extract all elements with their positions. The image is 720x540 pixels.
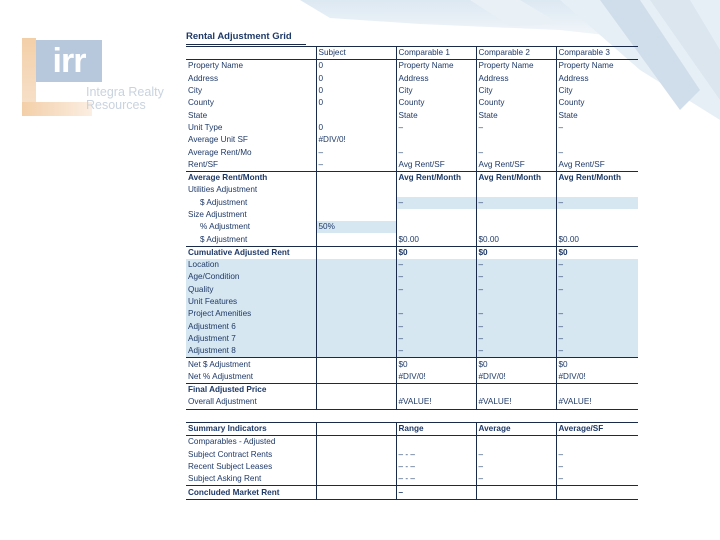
grid-cell: $0 — [556, 246, 638, 259]
adjustment-row — [186, 345, 638, 358]
grid-cell — [396, 436, 476, 449]
logo-name-line2: Resources — [86, 98, 146, 112]
grid-cell: – — [396, 271, 476, 283]
grid-cell: – — [396, 284, 476, 296]
grid-cell: City — [396, 85, 476, 97]
grid-cell: $0.00 — [396, 233, 476, 246]
grid-cell: Avg Rent/SF — [556, 159, 638, 172]
row-label: Cumulative Adjusted Rent — [186, 246, 316, 259]
summary-row — [186, 461, 638, 473]
adjustment-row — [186, 259, 638, 271]
grid-cell: – — [556, 345, 638, 358]
grid-cell: – — [396, 321, 476, 333]
row-label: State — [188, 110, 208, 120]
summary-row — [186, 473, 638, 486]
grid-cell: – — [476, 345, 556, 358]
grid-cell — [316, 422, 396, 435]
grid-cell — [316, 321, 396, 333]
row-label: Comparables - Adjusted — [188, 437, 276, 447]
grid-cell: Comparable 2 — [476, 47, 556, 60]
size-dollar-row — [186, 233, 638, 246]
row-label: Recent Subject Leases — [188, 461, 273, 471]
adjustment-row — [186, 271, 638, 283]
grid-cell — [316, 308, 396, 320]
grid-cell — [476, 296, 556, 308]
grid-cell — [316, 473, 396, 486]
grid-cell — [316, 396, 396, 409]
row-label: Unit Features — [186, 296, 316, 308]
grid-cell — [556, 384, 638, 397]
grid-cell: #VALUE! — [396, 396, 476, 409]
grid-cell — [476, 134, 556, 146]
grid-cell: – — [316, 159, 396, 172]
row-label: Average Rent/Mo — [188, 147, 252, 157]
row-label: Final Adjusted Price — [186, 384, 316, 397]
grid-cell: – — [556, 333, 638, 345]
grid-cell — [316, 171, 396, 184]
grid-cell: – — [476, 122, 556, 134]
adjustment-row — [186, 296, 638, 308]
avg-rent-row — [186, 171, 638, 184]
row-label: Subject Contract Rents — [188, 449, 273, 459]
grid-cell: – — [556, 308, 638, 320]
grid-cell: County — [396, 97, 476, 109]
row-label: Rent/SF — [188, 159, 219, 169]
grid-cell — [316, 436, 396, 449]
grid-cell — [556, 486, 638, 499]
grid-cell — [316, 271, 396, 283]
grid-cell: – - – — [396, 461, 476, 473]
grid-cell: – — [396, 259, 476, 271]
row-label: Adjustment 6 — [186, 321, 316, 333]
grid-cell: – — [476, 146, 556, 158]
grid-cell: – — [556, 271, 638, 283]
grid-cell — [476, 221, 556, 233]
grid-cell: 50% — [316, 221, 396, 233]
grid-cell: $0.00 — [556, 233, 638, 246]
grid-cell: – — [476, 197, 556, 209]
grid-cell — [396, 409, 476, 422]
logo-company-name — [86, 86, 176, 112]
net-row — [186, 358, 638, 371]
grid-cell: 0 — [316, 73, 396, 85]
grid-cell: State — [476, 109, 556, 121]
property-row — [186, 73, 638, 85]
row-label: City — [188, 86, 203, 96]
grid-cell: Address — [556, 73, 638, 85]
grid-cell: – — [316, 146, 396, 158]
grid-cell — [396, 134, 476, 146]
grid-cell: Avg Rent/SF — [476, 159, 556, 172]
grid-cell: – — [476, 321, 556, 333]
grid-cell: Property Name — [396, 60, 476, 73]
grid-cell — [316, 233, 396, 246]
grid-cell: – — [476, 449, 556, 461]
grid-cell: #DIV/0! — [476, 371, 556, 384]
grid-cell: – — [396, 146, 476, 158]
grid-cell — [476, 384, 556, 397]
concluded-row — [186, 486, 638, 499]
grid-cell — [316, 345, 396, 358]
row-label: Property Name — [188, 61, 244, 71]
grid-cell: – — [396, 308, 476, 320]
property-row — [186, 97, 638, 109]
grid-cell: County — [556, 97, 638, 109]
row-label: County — [188, 98, 214, 108]
grid-cell: – - – — [396, 449, 476, 461]
grid-cell — [316, 197, 396, 209]
row-label: Subject Asking Rent — [188, 474, 262, 484]
grid-cell — [556, 409, 638, 422]
grid-cell: #VALUE! — [556, 396, 638, 409]
grid-cell — [316, 461, 396, 473]
row-label: Net $ Adjustment — [186, 358, 316, 371]
utilities-dollar-row — [186, 197, 638, 209]
row-label: Address — [188, 73, 219, 83]
summary-row — [186, 436, 638, 449]
grid-cell: 0 — [316, 60, 396, 73]
grid-cell: Avg Rent/SF — [396, 159, 476, 172]
grid-cell: – — [556, 259, 638, 271]
grid-cell — [316, 209, 396, 221]
grid-cell: $0 — [476, 246, 556, 259]
grid-cell — [396, 221, 476, 233]
property-row — [186, 134, 638, 146]
row-label: Age/Condition — [186, 271, 316, 283]
grid-cell: $0 — [396, 358, 476, 371]
grid-cell: $0.00 — [476, 233, 556, 246]
grid-cell — [556, 209, 638, 221]
size-pct-row — [186, 221, 638, 233]
grid-cell — [396, 184, 476, 196]
adjustment-row — [186, 308, 638, 320]
grid-cell: $0 — [396, 246, 476, 259]
row-label: Summary Indicators — [186, 422, 316, 435]
grid-cell: Avg Rent/Month — [476, 171, 556, 184]
grid-cell: State — [396, 109, 476, 121]
logo-name-line1: Integra Realty — [86, 85, 164, 99]
grid-cell: – — [556, 449, 638, 461]
grid-cell — [396, 209, 476, 221]
grid-cell: Subject — [316, 47, 396, 60]
property-row — [186, 109, 638, 121]
property-row — [186, 146, 638, 158]
grid-cell: City — [476, 85, 556, 97]
property-row — [186, 122, 638, 134]
row-label: Net % Adjustment — [188, 371, 254, 381]
grid-cell: – — [396, 333, 476, 345]
grid-cell — [316, 333, 396, 345]
grid-cell: – — [556, 473, 638, 486]
row-label: $ Adjustment — [200, 234, 248, 244]
grid-table — [186, 46, 638, 500]
grid-cell: Average — [476, 422, 556, 435]
summary-row — [186, 449, 638, 461]
row-label: Average Unit SF — [188, 135, 248, 145]
size-label-row — [186, 209, 638, 221]
grid-cell — [476, 436, 556, 449]
row-label: Concluded Market Rent — [186, 486, 316, 499]
grid-cell: – — [476, 473, 556, 486]
grid-cell: – — [396, 486, 476, 499]
row-label: Utilities Adjustment — [188, 185, 258, 195]
grid-cell — [396, 296, 476, 308]
grid-cell: – — [556, 146, 638, 158]
overall-row — [186, 396, 638, 409]
summary-header-row — [186, 422, 638, 435]
grid-cell: Avg Rent/Month — [396, 171, 476, 184]
grid-cell — [316, 259, 396, 271]
row-label: Location — [186, 259, 316, 271]
grid-cell: – — [476, 461, 556, 473]
row-label: Adjustment 7 — [186, 333, 316, 345]
grid-cell: – — [556, 461, 638, 473]
rental-adjustment-grid — [186, 30, 638, 500]
row-label — [186, 47, 316, 60]
grid-cell: #DIV/0! — [396, 371, 476, 384]
grid-cell: 0 — [316, 85, 396, 97]
grid-cell — [556, 134, 638, 146]
grid-cell: #DIV/0! — [316, 134, 396, 146]
adjustment-row — [186, 284, 638, 296]
grid-cell: 0 — [316, 122, 396, 134]
grid-cell — [316, 246, 396, 259]
grid-cell — [556, 184, 638, 196]
grid-title: Rental Adjustment Grid — [186, 30, 306, 45]
property-row — [186, 60, 638, 73]
grid-cell — [316, 384, 396, 397]
grid-cell — [316, 358, 396, 371]
cumulative-row — [186, 246, 638, 259]
grid-cell — [396, 384, 476, 397]
grid-cell — [316, 284, 396, 296]
grid-cell — [556, 296, 638, 308]
grid-cell — [316, 184, 396, 196]
grid-cell: Average/SF — [556, 422, 638, 435]
adjustment-row — [186, 333, 638, 345]
grid-cell: #VALUE! — [476, 396, 556, 409]
grid-cell: Address — [476, 73, 556, 85]
grid-cell — [316, 409, 396, 422]
grid-cell: #DIV/0! — [556, 371, 638, 384]
grid-cell — [316, 371, 396, 384]
grid-cell: 0 — [316, 97, 396, 109]
row-label: Size Adjustment — [188, 210, 247, 219]
grid-cell: – — [476, 284, 556, 296]
grid-cell: Property Name — [556, 60, 638, 73]
row-label: $ Adjustment — [200, 197, 248, 207]
logo-accent-bar-bottom — [22, 102, 92, 116]
grid-cell: Comparable 1 — [396, 47, 476, 60]
grid-cell: – — [476, 308, 556, 320]
grid-cell — [476, 209, 556, 221]
grid-cell: – — [556, 197, 638, 209]
net-row — [186, 371, 638, 384]
grid-cell: – — [556, 284, 638, 296]
grid-cell: – — [476, 259, 556, 271]
grid-cell — [556, 221, 638, 233]
row-label: Unit Type — [188, 122, 223, 132]
grid-cell — [476, 486, 556, 499]
grid-cell: $0 — [556, 358, 638, 371]
grid-cell: – - – — [396, 473, 476, 486]
grid-cell: City — [556, 85, 638, 97]
grid-cell: – — [396, 345, 476, 358]
grid-cell — [476, 184, 556, 196]
grid-cell — [316, 486, 396, 499]
grid-cell — [556, 436, 638, 449]
grid-cell: State — [556, 109, 638, 121]
grid-cell — [316, 109, 396, 121]
logo-mark: irr — [36, 40, 102, 82]
grid-cell: – — [476, 271, 556, 283]
row-label: Adjustment 8 — [186, 345, 316, 358]
grid-cell: – — [556, 122, 638, 134]
grid-cell: $0 — [476, 358, 556, 371]
grid-cell — [316, 449, 396, 461]
adjustment-row — [186, 321, 638, 333]
utilities-label-row — [186, 184, 638, 196]
row-label: Quality — [186, 284, 316, 296]
final-label-row — [186, 384, 638, 397]
grid-cell — [476, 409, 556, 422]
grid-cell: – — [396, 122, 476, 134]
grid-cell: – — [476, 333, 556, 345]
grid-cell: Address — [396, 73, 476, 85]
row-label: % Adjustment — [200, 222, 251, 232]
grid-cell: Property Name — [476, 60, 556, 73]
grid-cell: Avg Rent/Month — [556, 171, 638, 184]
integra-logo — [22, 38, 164, 118]
grid-cell: Range — [396, 422, 476, 435]
grid-cell: County — [476, 97, 556, 109]
row-label: Project Amenities — [186, 308, 316, 320]
row-label: Overall Adjustment — [186, 396, 316, 409]
header-row — [186, 47, 638, 60]
grid-cell: – — [556, 321, 638, 333]
property-row — [186, 159, 638, 172]
grid-cell: Comparable 3 — [556, 47, 638, 60]
row-label: Average Rent/Month — [186, 171, 316, 184]
grid-cell — [316, 296, 396, 308]
spacer-row — [186, 409, 638, 422]
grid-cell: – — [396, 197, 476, 209]
property-row — [186, 85, 638, 97]
row-label — [186, 409, 316, 422]
